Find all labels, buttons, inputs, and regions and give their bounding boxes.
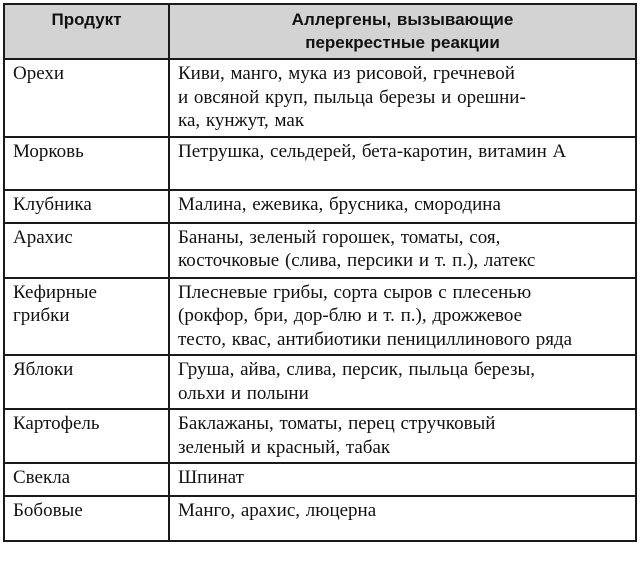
product-cell: Арахис xyxy=(4,223,169,278)
product-cell: Бобовые xyxy=(4,496,169,541)
table-row xyxy=(4,59,636,137)
allergens-cell: Малина, ежевика, брусника, смородина xyxy=(169,190,636,223)
product-cell: Орехи xyxy=(4,59,169,137)
product-cell: Кефирные грибки xyxy=(4,278,169,356)
table-row xyxy=(4,463,636,496)
allergens-cell: Баклажаны, томаты, перец стручковый зеленый и красный, табак xyxy=(169,409,636,463)
header-allergens: Аллергены, вызывающие перекрестные реакции xyxy=(169,4,636,59)
product-cell: Свекла xyxy=(4,463,169,496)
allergens-cell: Петрушка, сельдерей, бета-каротин, витамин А xyxy=(169,137,636,190)
allergens-cell: Плесневые грибы, сорта сыров с плесенью (рокфор, бри, дор-блю и т. п.), дрожжевое тесто, квас, антибиотики пенициллинового ряда xyxy=(169,278,636,356)
allergens-cell: Груша, айва, слива, персик, пыльца березы, ольхи и полыни xyxy=(169,355,636,409)
table-row xyxy=(4,355,636,409)
product-cell: Яблоки xyxy=(4,355,169,409)
product-cell: Картофель xyxy=(4,409,169,463)
allergens-cell: Шпинат xyxy=(169,463,636,496)
table-row xyxy=(4,223,636,278)
table-row xyxy=(4,137,636,190)
product-cell: Морковь xyxy=(4,137,169,190)
allergens-cell: Бананы, зеленый горошек, томаты, соя, косточковые (слива, персики и т. п.), латекс xyxy=(169,223,636,278)
allergens-cell: Киви, манго, мука из рисовой, гречневой и овсяной круп, пыльца березы и орешни- ка, кунжут, мак xyxy=(169,59,636,137)
cross-reaction-allergen-table xyxy=(3,3,637,542)
table-row xyxy=(4,409,636,463)
table-row xyxy=(4,278,636,356)
header-product: Продукт xyxy=(4,4,169,59)
table-row xyxy=(4,190,636,223)
table-row xyxy=(4,496,636,541)
product-cell: Клубника xyxy=(4,190,169,223)
allergens-cell: Манго, арахис, люцерна xyxy=(169,496,636,541)
table-header-row xyxy=(4,4,636,59)
